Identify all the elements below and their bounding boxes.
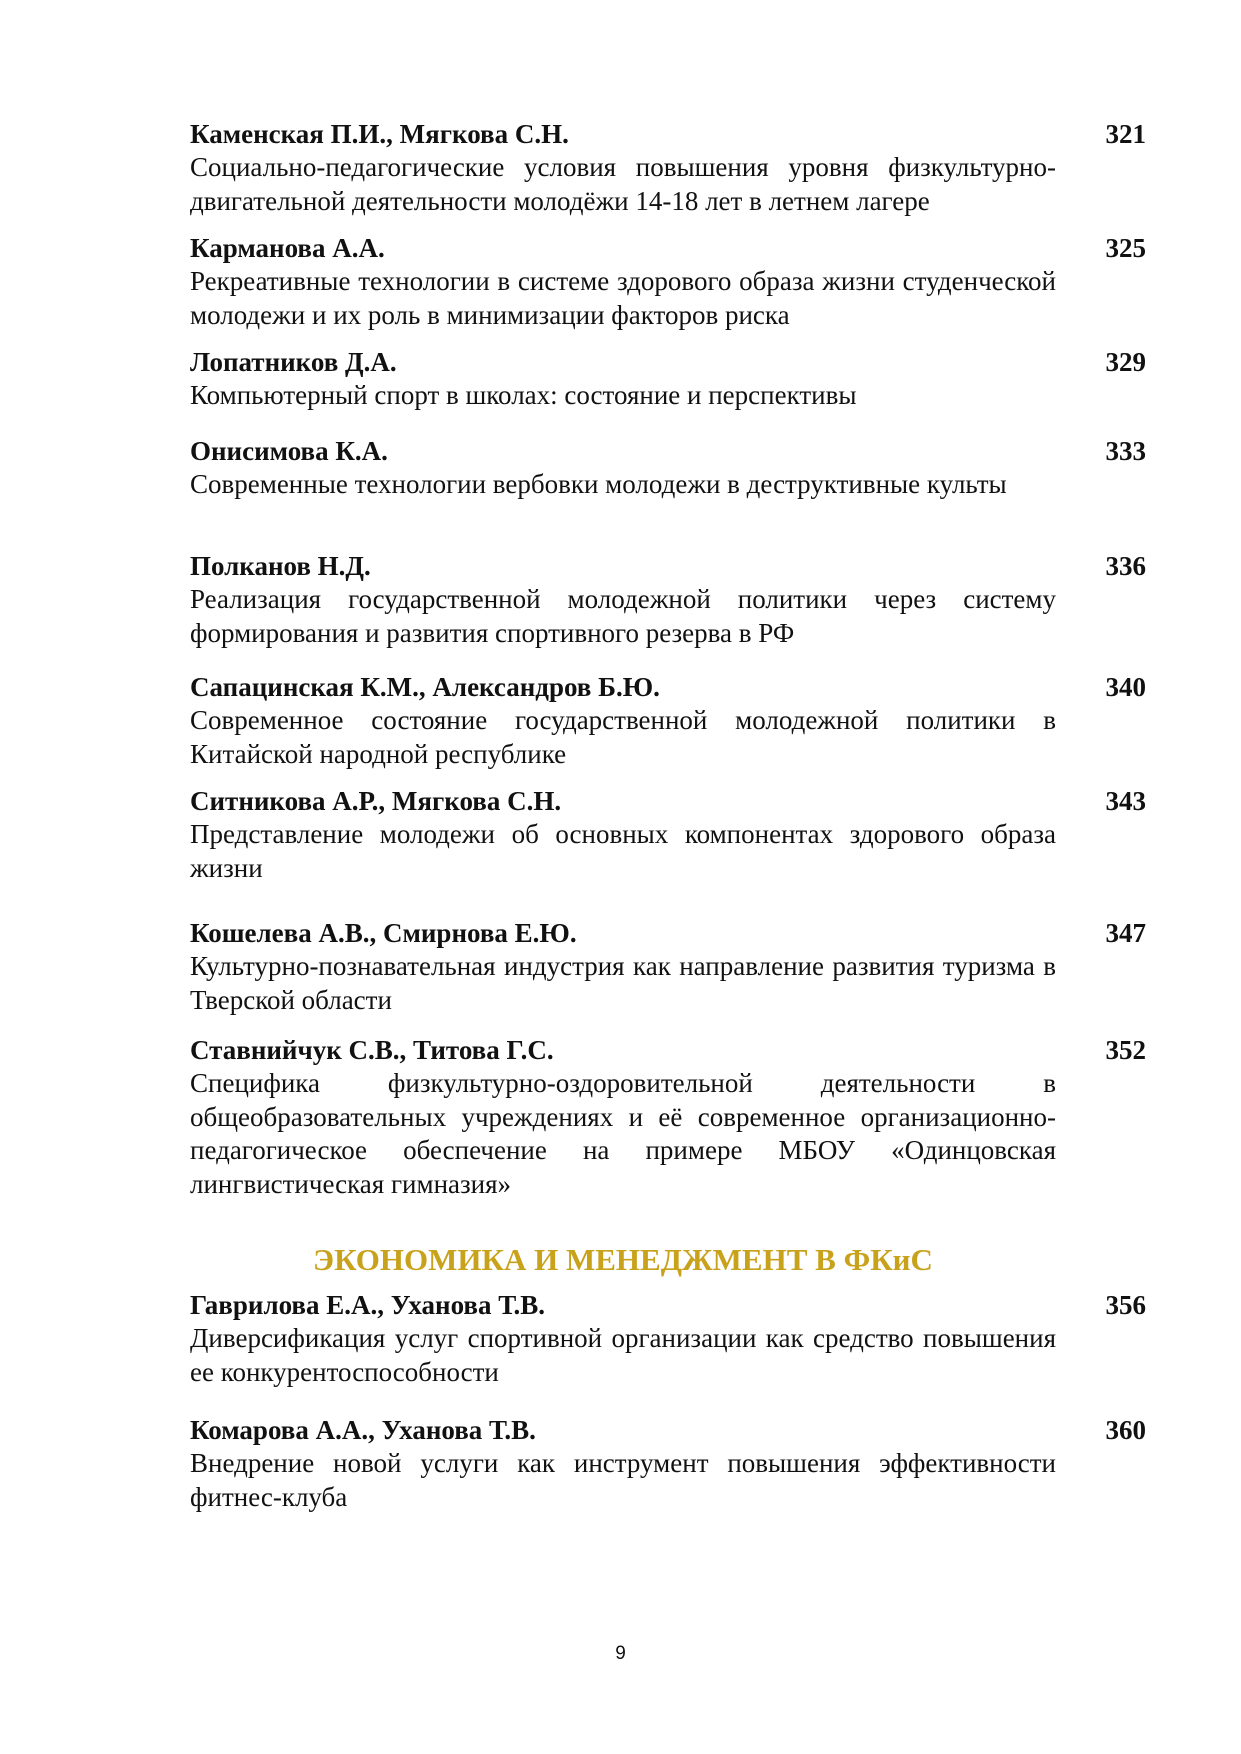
entry-title: Рекреативные технологии в системе здорового образа жизни студенческой молодежи и их роль в минимизации факторов риска — [190, 266, 1056, 330]
toc-entry-header — [190, 1413, 1146, 1447]
entry-authors: Каменская П.И., Мягкова С.Н. — [190, 119, 569, 149]
entry-authors: Онисимова К.А. — [190, 436, 388, 466]
entry-authors: Полканов Н.Д. — [190, 551, 371, 581]
toc-entry-header — [190, 434, 1146, 468]
entry-title: Специфика физкультурно-оздоровительной деятельности в общеобразовательных учреждениях и её современное организационно-педагогическое обеспечение на примере МБОУ «Одинцовская лингвистическая гимназия» — [190, 1068, 1056, 1199]
entry-authors: Гаврилова Е.А., Уханова Т.В. — [190, 1290, 546, 1320]
entry-page-number: 325 — [1105, 233, 1146, 263]
toc-entry-header — [190, 231, 1146, 265]
entry-title: Культурно-познавательная индустрия как направление развития туризма в Тверской области — [190, 951, 1056, 1015]
toc-entry — [190, 784, 1146, 885]
toc-entry — [190, 1033, 1146, 1201]
toc-entry-header — [190, 916, 1146, 950]
toc-entry — [190, 117, 1146, 218]
entry-page-number: 347 — [1105, 918, 1146, 948]
entry-page-number: 360 — [1105, 1415, 1146, 1445]
entry-title: Современные технологии вербовки молодежи в деструктивные культы — [190, 469, 1007, 499]
toc-entry-header — [190, 670, 1146, 704]
toc-entry — [190, 345, 1146, 413]
entry-authors: Комарова А.А., Уханова Т.В. — [190, 1415, 536, 1445]
entry-title: Реализация государственной молодежной политики через систему формирования и развития спортивного резерва в РФ — [190, 584, 1056, 648]
entry-authors: Ситникова А.Р., Мягкова С.Н. — [190, 786, 562, 816]
toc-entry — [190, 1288, 1146, 1389]
entry-title: Представление молодежи об основных компонентах здорового образа жизни — [190, 819, 1056, 883]
toc-entry — [190, 916, 1146, 1017]
toc-entry-header — [190, 345, 1146, 379]
entry-page-number: 333 — [1105, 436, 1146, 466]
entry-title: Внедрение новой услуги как инструмент повышения эффективности фитнес-клуба — [190, 1448, 1056, 1512]
entry-authors: Сапацинская К.М., Александров Б.Ю. — [190, 672, 660, 702]
entry-page-number: 329 — [1105, 347, 1146, 377]
toc-entry — [190, 549, 1146, 650]
entry-authors: Лопатников Д.А. — [190, 347, 397, 377]
entry-title: Социально-педагогические условия повышения уровня физкультурно-двигательной деятельности молодёжи 14-18 лет в летнем лагере — [190, 152, 1056, 216]
toc-entry — [190, 1413, 1146, 1514]
toc-entry-header — [190, 1288, 1146, 1322]
toc-entry — [190, 231, 1146, 332]
entry-page-number: 352 — [1105, 1035, 1146, 1065]
entry-page-number: 340 — [1105, 672, 1146, 702]
toc-entry-header — [190, 549, 1146, 583]
toc-entry-header — [190, 1033, 1146, 1067]
entry-title: Компьютерный спорт в школах: состояние и перспективы — [190, 380, 857, 410]
entry-authors: Карманова А.А. — [190, 233, 385, 263]
entry-page-number: 343 — [1105, 786, 1146, 816]
toc-entry-header — [190, 784, 1146, 818]
toc-entry — [190, 670, 1146, 771]
entry-title: Диверсификация услуг спортивной организации как средство повышения ее конкурентоспособности — [190, 1323, 1056, 1387]
entry-page-number: 321 — [1105, 119, 1146, 149]
footer-page-number: 9 — [615, 1643, 626, 1664]
toc-entry-header — [190, 117, 1146, 151]
entry-page-number: 356 — [1105, 1290, 1146, 1320]
entry-page-number: 336 — [1105, 551, 1146, 581]
entry-authors: Кошелева А.В., Смирнова Е.Ю. — [190, 918, 577, 948]
entry-authors: Ставнийчук С.В., Титова Г.С. — [190, 1035, 554, 1065]
toc-entry — [190, 434, 1146, 502]
section-heading: ЭКОНОМИКА И МЕНЕДЖМЕНТ В ФКиС — [313, 1242, 933, 1277]
entry-title: Современное состояние государственной молодежной политики в Китайской народной республике — [190, 705, 1056, 769]
